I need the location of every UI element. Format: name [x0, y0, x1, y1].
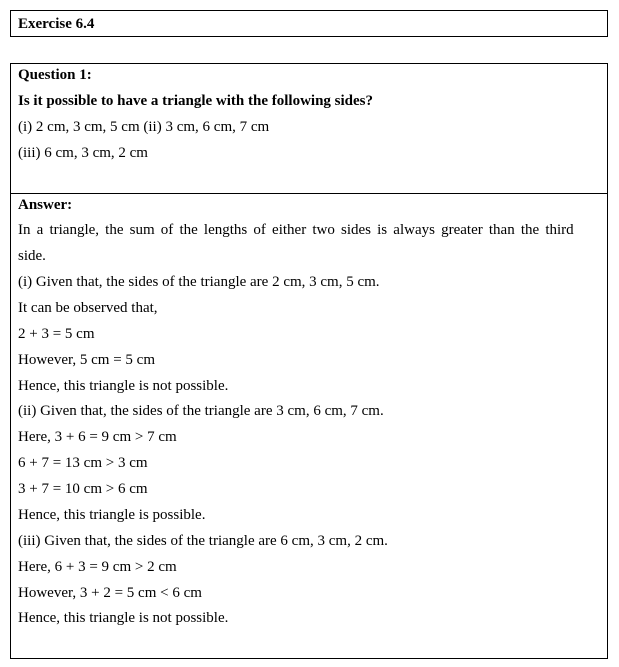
answer-line: Hence, this triangle is possible. [18, 507, 206, 523]
exercise-title-box [10, 10, 608, 37]
answer-line: In a triangle, the sum of the lengths of either two sides is always greater than the third [18, 222, 574, 238]
answer-line: 6 + 7 = 13 cm > 3 cm [18, 455, 148, 471]
answer-label: Answer: [18, 197, 73, 213]
answer-line: (i) Given that, the sides of the triangle are 2 cm, 3 cm, 5 cm. [18, 274, 380, 290]
exercise-title: Exercise 6.4 [18, 16, 95, 32]
answer-line: It can be observed that, [18, 300, 158, 316]
answer-line: However, 5 cm = 5 cm [18, 352, 155, 368]
answer-line: Hence, this triangle is not possible. [18, 610, 229, 626]
question-label: Question 1: [18, 67, 92, 83]
answer-line: (ii) Given that, the sides of the triangle are 3 cm, 6 cm, 7 cm. [18, 403, 384, 419]
answer-line: 2 + 3 = 5 cm [18, 326, 95, 342]
answer-line: (iii) Given that, the sides of the triangle are 6 cm, 3 cm, 2 cm. [18, 533, 388, 549]
answer-line: side. [18, 248, 46, 264]
question-prompt: Is it possible to have a triangle with the following sides? [18, 93, 374, 109]
answer-line: Hence, this triangle is not possible. [18, 378, 229, 394]
answer-line: Here, 3 + 6 = 9 cm > 7 cm [18, 429, 177, 445]
answer-line: Here, 6 + 3 = 9 cm > 2 cm [18, 559, 177, 575]
question-answer-box [10, 63, 608, 659]
question-options-line-1: (i) 2 cm, 3 cm, 5 cm (ii) 3 cm, 6 cm, 7 cm [18, 119, 270, 135]
answer-line: However, 3 + 2 = 5 cm < 6 cm [18, 585, 202, 601]
answer-line: 3 + 7 = 10 cm > 6 cm [18, 481, 148, 497]
section-divider [11, 193, 607, 194]
question-options-line-2: (iii) 6 cm, 3 cm, 2 cm [18, 145, 148, 161]
